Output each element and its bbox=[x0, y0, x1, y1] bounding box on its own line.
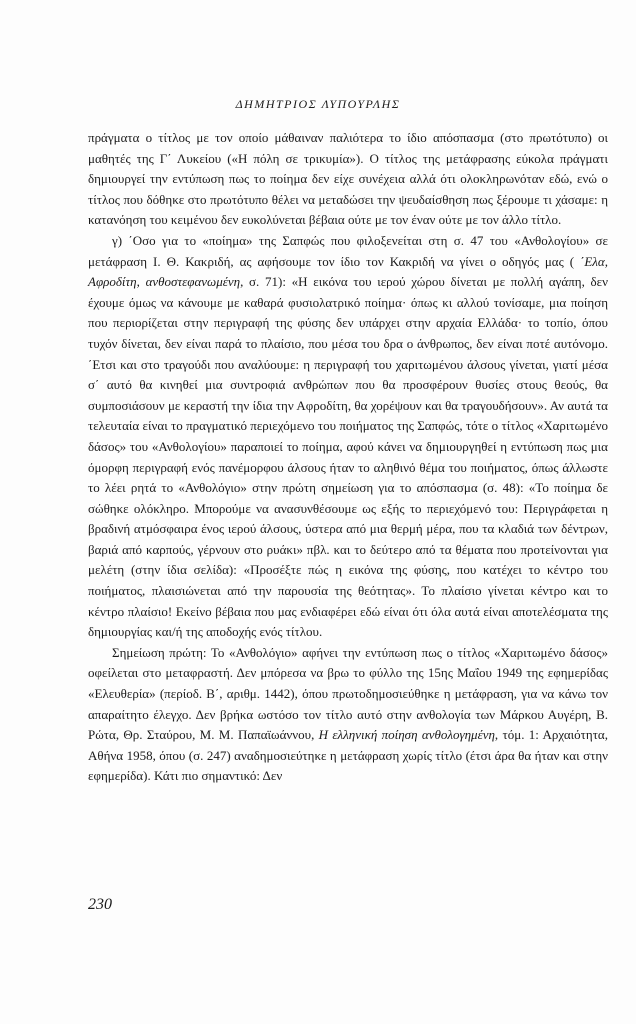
body-text bbox=[88, 128, 608, 787]
paragraph-note-first bbox=[88, 643, 608, 787]
paragraph-section-c bbox=[88, 231, 608, 643]
paragraph-text: , σ. 71): «Η εικόνα του ιερού χώρου δίνεται με πολλή αγάπη, δεν έχουμε όμως να κάνουμε με καθαρά φυσιολατρικό ποίημα· όπως κι αλλού τονίσαμε, μια ποίηση που περιορίζεται στην περιγραφή της φύσης δεν υπάρχει στην αρχαία Ελλάδα· το τοπίο, όπου τυχόν δίνεται, δεν είναι παρά το πλαίσιο, που μέσα του δρα ο άνθρωπος, δεν είναι ποτέ αυτόνομο. ΄Ετσι και στο τραγούδι που αναλύουμε: η περιγραφή του χαριτωμένου άλσους γίνεται, γιατί μέσα σ΄ αυτό θα κινηθεί μια συντροφιά ανθρώπων που θα προσφέρουν θυσίες στους θεούς, θα συμποσιάσουν με κεραστή την ίδια την Αφροδίτη, θα χορέψουν και θα τραγουδήσουν». Αν αυτά τα τελευταία είναι το πραγματικό περιεχόμενο του ποιήματος της Σαπφώς, τότε ο τίτλος «Χαριτωμένο δάσος» του «Ανθολογίου» παραποιεί το ποίημα, αφού κάνει να δημιουργηθεί η εντύπωση πως μια όμορφη περιγραφή ενός πανέμορφου άλσους ήταν το αληθινό θέμα του ποιήματος, όπως άλλωστε το λέει ρητά το «Ανθολόγιο» στην πρώτη σημείωση για το απόσπασμα (σ. 48): «Το ποίημα δε σώθηκε ολόκληρο. Μπορούμε να ανασυνθέσουμε ως εξής το περιεχόμενό του: Περιγράφεται η βραδινή ατμόσφαιρα ένος ιερού άλσους, ύστερα από μια θερμή μέρα, που τα κλαδιά των δέντρων, βαριά από καρπούς, γέρνουν στο ρυάκι» πβλ. και το δεύτερο από τα θέματα που προτείνονται για μελέτη (στην ίδια σελίδα): «Προσέξτε πώς η εικόνα της φύσης, που κατέχει το κέντρο του ποιήματος, πλαισιώνεται από την παρουσία της θεότητας». Το πλαίσιο γίνεται κέντρο και το κέντρο πλαίσιο! Εκείνο βέβαια που μας ενδιαφέρει εδώ είναι ότι όλα αυτά είναι αποτελέσματα της δημιουργίας και/ή της αποδοχής ενός τίτλου. bbox=[88, 274, 608, 640]
paragraph-text: Σημείωση πρώτη: Το «Ανθολόγιο» αφήνει την εντύπωση πως ο τίτλος «Χαριτωμένο δάσος» οφείλεται στο μεταφραστή. Δεν μπόρεσα να βρω το φύλλο της 15ης Μαΐου 1949 της εφημερίδας «Ελευθερία» (περίοδ. Β΄, αριθμ. 1442), όπου πρωτοδημοσιεύθηκε η μετάφραση, για να κάνω τον απαραίτητο έλεγχο. Δεν βρήκα ωστόσο τον τίτλο αυτό στην ανθολογία των Μάρκου Αυγέρη, Β. Ρώτα, Θρ. Σταύρου, Μ. Μ. Παπαϊωάννου, bbox=[88, 644, 608, 743]
paragraph-text: , τόμ. 1: Αρχαιότητα, Αθήνα 1958, όπου (σ. 247) αναδημοσιεύτηκε η μετάφραση χωρίς τίτλο (έτσι άρα θα ήταν και στην εφημερίδα). Κάτι πιο σημαντικό: Δεν bbox=[88, 727, 608, 784]
paragraph-text: γ) ΄Οσο για το «ποίημα» της Σαπφώς που φιλοξενείται στη σ. 47 του «Ανθολογίου» σε μετάφραση Ι. Θ. Κακριδή, ας αφήσουμε τον ίδιο τον Κακριδή να γίνει ο οδηγός μας ( bbox=[88, 232, 608, 269]
paragraph-text: πράγματα ο τίτλος με τον οποίο μάθαιναν παλιότερα το ίδιο απόσπασμα (στο πρωτότυπο) οι μαθητές της Γ΄ Λυκείου («Η πόλη σε τρικυμία»). Ο τίτλος της μετάφρασης εύκολα πράγματι δημιουργεί την εντύπωση πως το ποίημα δεν είχε συνέχεια αλλά ότι ολοκληρωνόταν εδώ, ενώ ο τίτλος που δόθηκε στο πρωτότυπο θέλει να μεταδώσει την ψευδαίσθηση πως ξέρουμε τι χάσαμε: η κατανόηση του κειμένου δεν ευκολύνεται βέβαια ούτε με τον έναν ούτε με τον άλλο τίτλο. bbox=[88, 130, 608, 228]
running-head: ΔΗΜΗΤΡΙΟΣ ΛΥΠΟΥΡΛΗΣ bbox=[235, 97, 401, 111]
paragraph-continuation bbox=[88, 128, 608, 231]
page-number: 230 bbox=[88, 896, 112, 913]
book-title-italic: ΄Ελα, Αφροδίτη, ανθοστεφανωμένη bbox=[88, 253, 608, 290]
anthology-title-italic: Η ελληνική ποίηση ανθολογημένη bbox=[318, 727, 495, 743]
